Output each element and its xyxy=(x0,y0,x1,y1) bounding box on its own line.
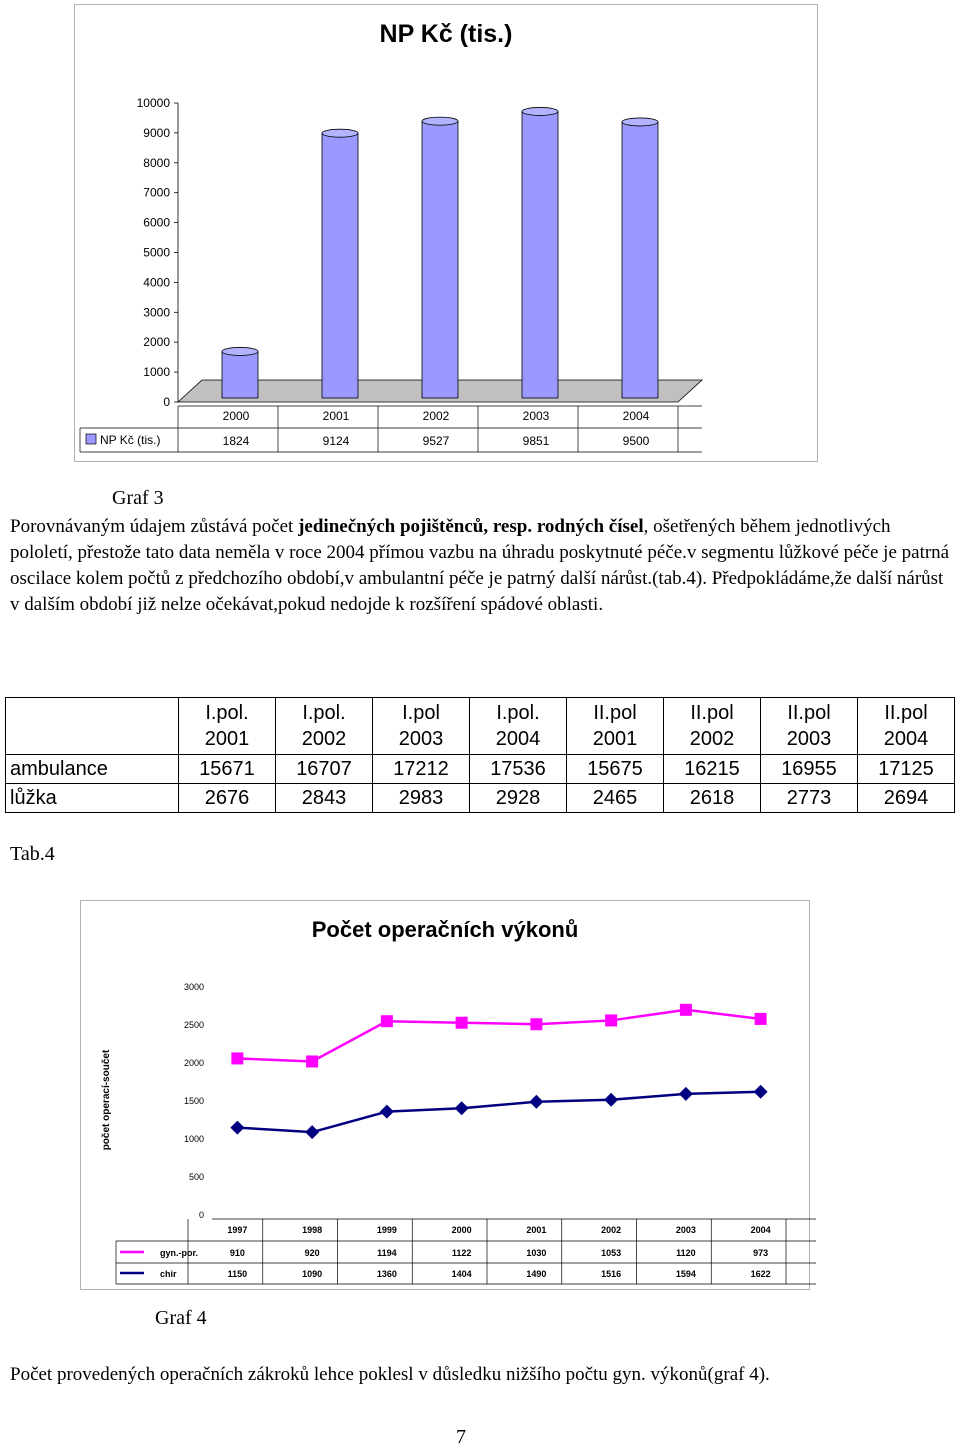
chart1-y-tick-label: 0 xyxy=(163,395,170,409)
chart2-point xyxy=(230,1121,244,1135)
chart2-series-line xyxy=(237,1010,760,1062)
chart1-x-tick-label: 2004 xyxy=(622,409,650,423)
table-header-cell: I.pol 2003 xyxy=(373,698,470,755)
chart1-bar xyxy=(422,117,458,398)
chart2-y-tick-label: 0 xyxy=(198,1210,204,1220)
chart2-point xyxy=(231,1052,243,1064)
chart1-y-tick-label: 2000 xyxy=(143,335,170,350)
chart1-x-tick-label: 2003 xyxy=(522,409,550,423)
paragraph-1-part2: , ošetřených během jednotlivých pololetí, přestože tato data neměla v roce 2004 přímou vazbu na úhradu poskytnuté péče.v segmentu lůžkové péče je patrná oscilace kolem počtů z předchozího období,v ambulantní péče je patrný další nárůst.(tab.4). Předpokládáme,že další nárůst v dalším období již nelze očekávat,pokud nedojde k rozšíření spádové oblasti. xyxy=(10,516,950,615)
table-4 xyxy=(5,697,955,813)
chart2-table-value: 1194 xyxy=(377,1248,397,1258)
chart2-point xyxy=(754,1085,768,1099)
chart1-legend-swatch xyxy=(86,434,96,444)
chart2-table-value: 1030 xyxy=(526,1248,547,1258)
chart2-x-tick-label: 2001 xyxy=(526,1225,547,1235)
table-cell: 15671 xyxy=(179,755,276,784)
chart2-table-value: 1090 xyxy=(302,1269,323,1279)
chart2-y-tick-label: 500 xyxy=(188,1172,204,1182)
row-label: ambulance xyxy=(6,755,179,784)
paragraph-2: Počet provedených operačních zákroků lehce poklesl v důsledku nižšího počtu gyn. výkonů(graf 4). xyxy=(10,1364,770,1385)
table-cell: 2983 xyxy=(373,784,470,813)
chart2-series-line xyxy=(237,1092,760,1132)
chart1-svg xyxy=(0,0,960,470)
chart1-table-value: 9500 xyxy=(622,434,650,448)
table-cell: 17536 xyxy=(470,755,567,784)
table-header-cell: I.pol. 2004 xyxy=(470,698,567,755)
chart2-table-value: 1360 xyxy=(376,1269,397,1279)
table-cell: 2618 xyxy=(664,784,761,813)
table-corner-cell xyxy=(6,698,179,755)
chart2-point xyxy=(604,1093,618,1107)
table-row-luzka xyxy=(6,784,955,813)
chart2-point xyxy=(530,1018,542,1030)
chart2-table-value: 920 xyxy=(304,1248,320,1258)
chart2-x-tick-label: 2003 xyxy=(675,1225,696,1235)
chart2-point xyxy=(755,1013,767,1025)
chart1-table-value: 9851 xyxy=(522,434,550,448)
paragraph-1-part1: Porovnávaným údajem zůstává počet xyxy=(10,516,299,537)
chart2-point xyxy=(380,1105,394,1119)
chart1-y-tick-label: 10000 xyxy=(136,96,170,110)
chart2-table-value: 910 xyxy=(229,1248,245,1258)
chart2-table-value: 1490 xyxy=(526,1269,547,1279)
chart1-bar xyxy=(522,107,558,398)
chart1-y-tick-label: 9000 xyxy=(143,125,170,140)
chart2-table-value: 1053 xyxy=(601,1248,622,1258)
chart1-bar xyxy=(222,347,258,398)
chart1-y-tick-label: 4000 xyxy=(143,275,170,290)
table-cell: 2773 xyxy=(761,784,858,813)
table-cell: 2465 xyxy=(567,784,664,813)
chart2-x-tick-label: 1999 xyxy=(376,1225,397,1235)
chart2-x-tick-label: 2002 xyxy=(601,1225,622,1235)
chart2-x-tick-label: 1998 xyxy=(302,1225,323,1235)
chart2-table-value: 1622 xyxy=(750,1269,771,1279)
chart2-x-tick-label: 2004 xyxy=(750,1225,771,1235)
chart1-y-tick-label: 1000 xyxy=(143,365,170,380)
chart2-legend-label: gyn.-por. xyxy=(160,1248,198,1258)
table-cell: 17212 xyxy=(373,755,470,784)
chart1-y-tick-label: 7000 xyxy=(143,185,170,200)
table-header-cell: II.pol 2004 xyxy=(858,698,955,755)
chart2-point xyxy=(381,1015,393,1027)
chart2-point xyxy=(455,1101,469,1115)
caption-graf4: Graf 4 xyxy=(155,1307,207,1329)
chart1-table-value: 1824 xyxy=(222,434,250,448)
chart2-point xyxy=(305,1125,319,1139)
table-cell: 2928 xyxy=(470,784,567,813)
chart2-table-value: 1150 xyxy=(227,1269,248,1279)
chart1-bar xyxy=(622,118,658,398)
chart2-table-value: 1120 xyxy=(676,1248,696,1258)
chart1-bar xyxy=(322,129,358,398)
table-cell: 16955 xyxy=(761,755,858,784)
chart2-table-value: 1594 xyxy=(675,1269,696,1279)
chart1-title: NP Kč (tis.) xyxy=(379,20,513,48)
chart2-point xyxy=(679,1087,693,1101)
chart2-legend-label: chir xyxy=(160,1269,177,1279)
chart2-table-value: 973 xyxy=(753,1248,769,1258)
chart2-y-tick-label: 2500 xyxy=(183,1020,204,1030)
chart2-point xyxy=(456,1017,468,1029)
chart1-x-tick-label: 2001 xyxy=(322,409,350,423)
caption-tab4: Tab.4 xyxy=(10,843,55,865)
table-header-row xyxy=(6,698,955,755)
table-cell: 15675 xyxy=(567,755,664,784)
chart2-y-tick-label: 2000 xyxy=(183,1058,204,1068)
table-header-cell: II.pol 2003 xyxy=(761,698,858,755)
table-row-ambulance xyxy=(6,755,955,784)
table-cell: 2694 xyxy=(858,784,955,813)
chart2-svg xyxy=(0,890,960,1290)
chart1-table-value: 9124 xyxy=(322,434,350,448)
table-header-cell: II.pol 2002 xyxy=(664,698,761,755)
table-cell: 2843 xyxy=(276,784,373,813)
chart2-y-tick-label: 1500 xyxy=(183,1096,204,1106)
chart2-table-value: 1122 xyxy=(451,1248,472,1258)
chart2-table-value: 1404 xyxy=(451,1269,472,1279)
chart1-y-tick-label: 5000 xyxy=(143,245,170,260)
chart2-point xyxy=(306,1055,318,1067)
chart1-x-tick-label: 2002 xyxy=(422,409,450,423)
paragraph-1-bold: jedinečných pojištěnců, resp. rodných čísel xyxy=(298,516,644,537)
paragraph-1 xyxy=(10,514,950,618)
page-number: 7 xyxy=(456,1426,466,1448)
chart2-point xyxy=(605,1014,617,1026)
chart1-y-tick-label: 8000 xyxy=(143,155,170,170)
row-label: lůžka xyxy=(6,784,179,813)
table-header-cell: I.pol. 2001 xyxy=(179,698,276,755)
chart1-y-tick-label: 6000 xyxy=(143,215,170,230)
chart1-table-value: 9527 xyxy=(422,434,450,448)
table-header-cell: II.pol 2001 xyxy=(567,698,664,755)
table-cell: 2676 xyxy=(179,784,276,813)
chart2-y-tick-label: 1000 xyxy=(183,1134,204,1144)
caption-graf3: Graf 3 xyxy=(112,487,164,509)
chart2-point xyxy=(529,1095,543,1109)
chart1-x-tick-label: 2000 xyxy=(222,409,250,423)
chart1-legend-label: NP Kč (tis.) xyxy=(100,433,161,447)
chart1-y-tick-label: 3000 xyxy=(143,305,170,320)
table-header-cell: I.pol. 2002 xyxy=(276,698,373,755)
chart2-x-tick-label: 2000 xyxy=(451,1225,472,1235)
chart2-x-tick-label: 1997 xyxy=(227,1225,248,1235)
table-cell: 16215 xyxy=(664,755,761,784)
chart2-table-value: 1516 xyxy=(601,1269,622,1279)
chart2-point xyxy=(680,1004,692,1016)
table-cell: 17125 xyxy=(858,755,955,784)
chart2-ylabel: počet operací-součet xyxy=(101,1049,112,1151)
chart2-title: Počet operačních výkonů xyxy=(311,917,579,942)
chart2-y-tick-label: 3000 xyxy=(183,982,204,992)
table-cell: 16707 xyxy=(276,755,373,784)
